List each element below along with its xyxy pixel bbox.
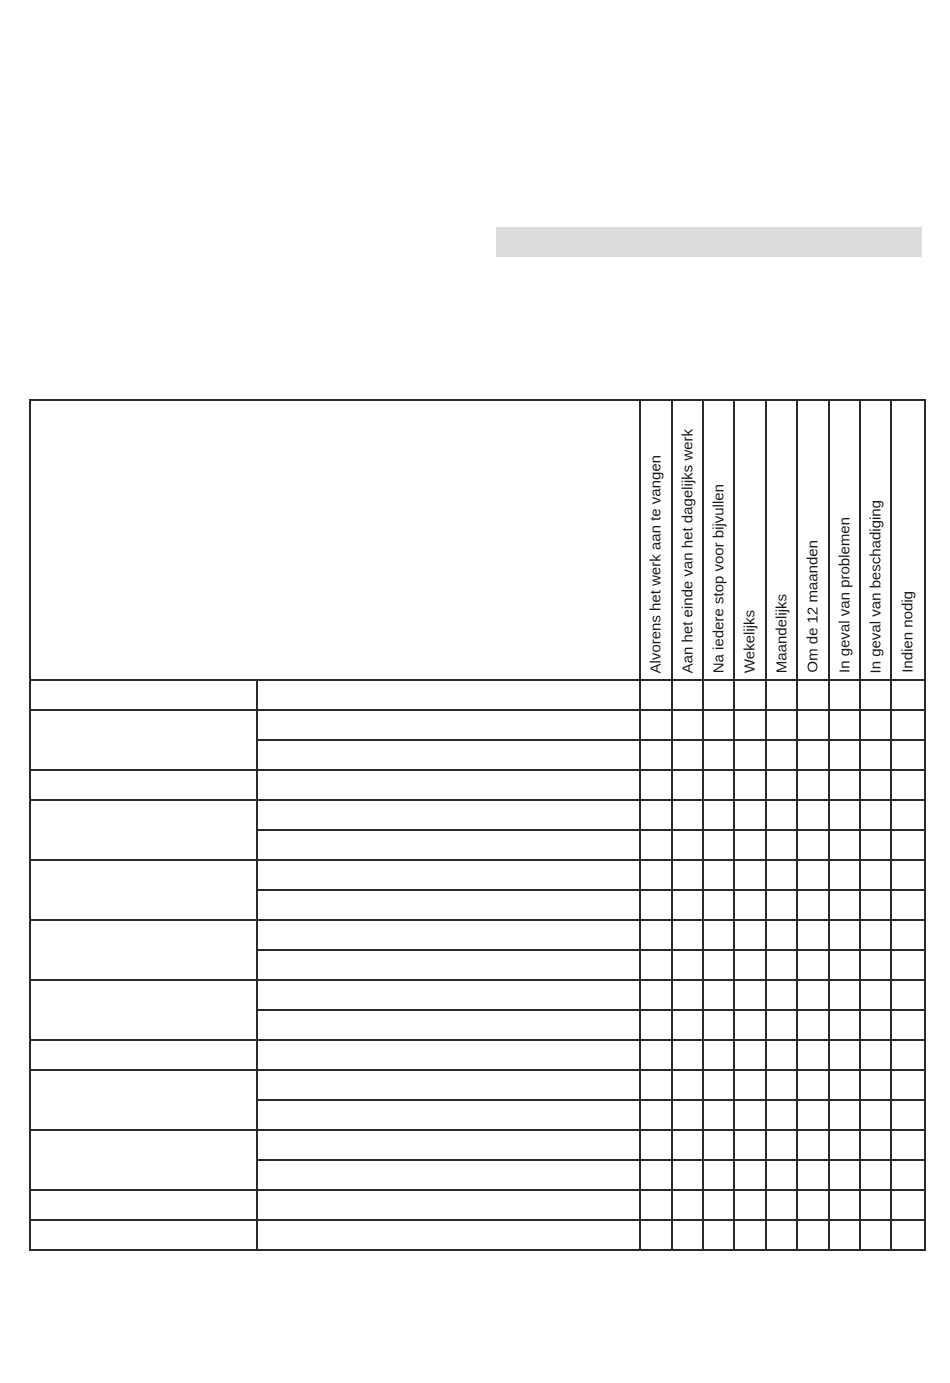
frequency-check-cell xyxy=(766,1160,797,1190)
frequency-check-cell xyxy=(860,1160,891,1190)
frequency-check-cell xyxy=(766,980,797,1010)
frequency-check-cell xyxy=(672,1160,703,1190)
frequency-check-cell xyxy=(640,710,672,740)
operation-cell xyxy=(257,710,640,740)
frequency-check-cell xyxy=(829,800,860,830)
frequency-check-cell xyxy=(797,920,829,950)
component-cell xyxy=(30,770,257,800)
frequency-check-cell xyxy=(860,710,891,740)
header-every-12-months xyxy=(797,400,829,680)
operation-cell xyxy=(257,1100,640,1130)
frequency-check-cell xyxy=(766,890,797,920)
frequency-check-cell xyxy=(797,680,829,710)
table-row xyxy=(30,1070,925,1100)
frequency-check-cell xyxy=(766,1220,797,1250)
frequency-check-cell xyxy=(672,710,703,740)
frequency-check-cell xyxy=(797,1190,829,1220)
frequency-check-cell xyxy=(891,1160,925,1190)
frequency-check-cell xyxy=(829,980,860,1010)
frequency-check-cell xyxy=(829,1220,860,1250)
table-row xyxy=(30,800,925,830)
operation-cell xyxy=(257,1220,640,1250)
operation-cell xyxy=(257,800,640,830)
frequency-check-cell xyxy=(734,860,766,890)
frequency-check-cell xyxy=(703,1040,734,1070)
frequency-check-cell xyxy=(797,890,829,920)
frequency-check-cell xyxy=(672,950,703,980)
frequency-check-cell xyxy=(797,740,829,770)
frequency-check-cell xyxy=(734,800,766,830)
frequency-check-cell xyxy=(640,1190,672,1220)
header-on-damage-label: In geval van beschadiging xyxy=(867,499,884,673)
frequency-check-cell xyxy=(891,1190,925,1220)
header-after-refill-label: Na iedere stop voor bijvullen xyxy=(710,483,727,673)
frequency-check-cell xyxy=(829,770,860,800)
header-if-needed xyxy=(891,400,925,680)
frequency-check-cell xyxy=(860,1070,891,1100)
frequency-check-cell xyxy=(766,680,797,710)
frequency-check-cell xyxy=(640,1100,672,1130)
frequency-check-cell xyxy=(672,890,703,920)
frequency-check-cell xyxy=(640,680,672,710)
frequency-check-cell xyxy=(640,1220,672,1250)
frequency-check-cell xyxy=(829,860,860,890)
frequency-check-cell xyxy=(860,680,891,710)
maintenance-schedule-table-wrap xyxy=(29,399,924,1257)
frequency-check-cell xyxy=(734,1010,766,1040)
frequency-check-cell xyxy=(640,1130,672,1160)
operation-cell xyxy=(257,1040,640,1070)
frequency-check-cell xyxy=(672,1040,703,1070)
frequency-check-cell xyxy=(891,860,925,890)
frequency-check-cell xyxy=(797,710,829,740)
frequency-check-cell xyxy=(640,1160,672,1190)
frequency-check-cell xyxy=(860,920,891,950)
frequency-check-cell xyxy=(891,1010,925,1040)
frequency-check-cell xyxy=(829,1040,860,1070)
header-before-work-label: Alvorens het werk aan te vangen xyxy=(647,454,665,673)
maintenance-schedule-table xyxy=(29,399,926,1251)
frequency-check-cell xyxy=(734,830,766,860)
frequency-check-cell xyxy=(766,710,797,740)
frequency-check-cell xyxy=(797,800,829,830)
frequency-check-cell xyxy=(640,1070,672,1100)
frequency-check-cell xyxy=(860,740,891,770)
frequency-check-cell xyxy=(734,1040,766,1070)
header-weekly-label: Wekelijks xyxy=(741,609,759,673)
frequency-check-cell xyxy=(860,1010,891,1040)
frequency-check-cell xyxy=(703,920,734,950)
frequency-check-cell xyxy=(640,740,672,770)
frequency-check-cell xyxy=(734,980,766,1010)
component-cell xyxy=(30,710,257,770)
table-row xyxy=(30,1040,925,1070)
frequency-check-cell xyxy=(860,800,891,830)
header-every-12-months-label: Om de 12 maanden xyxy=(804,540,822,673)
frequency-check-cell xyxy=(766,860,797,890)
frequency-check-cell xyxy=(797,1220,829,1250)
header-monthly-label: Maandelijks xyxy=(773,593,790,673)
frequency-check-cell xyxy=(734,1130,766,1160)
frequency-check-cell xyxy=(703,1100,734,1130)
frequency-check-cell xyxy=(860,770,891,800)
header-end-of-day-label: Aan het einde van het dagelijks werk xyxy=(679,428,696,673)
frequency-check-cell xyxy=(672,1070,703,1100)
frequency-check-cell xyxy=(766,1070,797,1100)
frequency-check-cell xyxy=(860,1220,891,1250)
frequency-check-cell xyxy=(797,1040,829,1070)
operation-cell xyxy=(257,950,640,980)
frequency-check-cell xyxy=(829,1100,860,1130)
table-row xyxy=(30,1220,925,1250)
header-before-work xyxy=(640,400,672,680)
operation-cell xyxy=(257,1130,640,1160)
frequency-check-cell xyxy=(797,1130,829,1160)
frequency-check-cell xyxy=(640,980,672,1010)
frequency-check-cell xyxy=(672,1010,703,1040)
frequency-check-cell xyxy=(640,770,672,800)
frequency-check-cell xyxy=(829,710,860,740)
frequency-check-cell xyxy=(766,1100,797,1130)
frequency-check-cell xyxy=(734,1160,766,1190)
operation-cell xyxy=(257,830,640,860)
frequency-check-cell xyxy=(829,1010,860,1040)
table-row xyxy=(30,980,925,1010)
frequency-check-cell xyxy=(640,800,672,830)
frequency-check-cell xyxy=(891,980,925,1010)
component-cell xyxy=(30,1220,257,1250)
table-row xyxy=(30,1190,925,1220)
frequency-check-cell xyxy=(640,860,672,890)
frequency-check-cell xyxy=(672,830,703,860)
component-cell xyxy=(30,860,257,920)
frequency-check-cell xyxy=(672,1100,703,1130)
frequency-check-cell xyxy=(797,770,829,800)
frequency-check-cell xyxy=(640,890,672,920)
frequency-check-cell xyxy=(891,890,925,920)
frequency-check-cell xyxy=(766,1010,797,1040)
frequency-check-cell xyxy=(766,920,797,950)
frequency-check-cell xyxy=(891,710,925,740)
header-blank-cell xyxy=(30,400,640,680)
component-cell xyxy=(30,1130,257,1190)
frequency-check-cell xyxy=(672,920,703,950)
frequency-check-cell xyxy=(860,980,891,1010)
frequency-check-cell xyxy=(829,890,860,920)
operation-cell xyxy=(257,680,640,710)
frequency-check-cell xyxy=(640,950,672,980)
component-cell xyxy=(30,1040,257,1070)
frequency-check-cell xyxy=(703,1010,734,1040)
frequency-check-cell xyxy=(640,1040,672,1070)
operation-cell xyxy=(257,860,640,890)
frequency-check-cell xyxy=(703,770,734,800)
header-monthly xyxy=(766,400,797,680)
table-row xyxy=(30,920,925,950)
frequency-check-cell xyxy=(860,830,891,860)
frequency-check-cell xyxy=(797,1160,829,1190)
frequency-check-cell xyxy=(734,710,766,740)
header-on-problems-label: In geval van problemen xyxy=(836,517,853,673)
header-end-of-day xyxy=(672,400,703,680)
section-title-bar xyxy=(496,227,922,257)
header-if-needed-label: Indien nodig xyxy=(899,591,917,673)
frequency-check-cell xyxy=(734,950,766,980)
frequency-check-cell xyxy=(891,1130,925,1160)
table-row xyxy=(30,1130,925,1160)
frequency-check-cell xyxy=(829,1190,860,1220)
operation-cell xyxy=(257,1070,640,1100)
frequency-check-cell xyxy=(703,890,734,920)
frequency-check-cell xyxy=(891,1040,925,1070)
frequency-check-cell xyxy=(766,830,797,860)
operation-cell xyxy=(257,890,640,920)
frequency-check-cell xyxy=(672,980,703,1010)
frequency-check-cell xyxy=(829,1130,860,1160)
frequency-check-cell xyxy=(734,740,766,770)
frequency-check-cell xyxy=(766,950,797,980)
frequency-check-cell xyxy=(672,800,703,830)
frequency-check-cell xyxy=(734,1190,766,1220)
component-cell xyxy=(30,980,257,1040)
header-on-damage xyxy=(860,400,891,680)
frequency-check-cell xyxy=(860,860,891,890)
frequency-check-cell xyxy=(672,1190,703,1220)
frequency-check-cell xyxy=(703,710,734,740)
operation-cell xyxy=(257,770,640,800)
frequency-check-cell xyxy=(797,1100,829,1130)
frequency-check-cell xyxy=(703,1160,734,1190)
component-cell xyxy=(30,920,257,980)
frequency-check-cell xyxy=(734,1100,766,1130)
frequency-check-cell xyxy=(829,680,860,710)
frequency-check-cell xyxy=(766,800,797,830)
frequency-check-cell xyxy=(860,950,891,980)
frequency-check-cell xyxy=(766,770,797,800)
frequency-check-cell xyxy=(891,680,925,710)
frequency-check-cell xyxy=(703,800,734,830)
table-row xyxy=(30,680,925,710)
frequency-check-cell xyxy=(797,1070,829,1100)
operation-cell xyxy=(257,740,640,770)
frequency-check-cell xyxy=(672,1220,703,1250)
frequency-check-cell xyxy=(891,740,925,770)
frequency-check-cell xyxy=(703,860,734,890)
frequency-check-cell xyxy=(797,860,829,890)
frequency-check-cell xyxy=(860,1100,891,1130)
frequency-check-cell xyxy=(703,950,734,980)
frequency-check-cell xyxy=(829,920,860,950)
frequency-check-cell xyxy=(797,1010,829,1040)
frequency-check-cell xyxy=(860,890,891,920)
table-row xyxy=(30,770,925,800)
frequency-check-cell xyxy=(734,920,766,950)
header-on-problems xyxy=(829,400,860,680)
frequency-check-cell xyxy=(766,1130,797,1160)
header-after-refill xyxy=(703,400,734,680)
table-row xyxy=(30,710,925,740)
frequency-check-cell xyxy=(891,800,925,830)
frequency-check-cell xyxy=(797,980,829,1010)
frequency-check-cell xyxy=(703,740,734,770)
frequency-check-cell xyxy=(766,1040,797,1070)
frequency-check-cell xyxy=(860,1190,891,1220)
operation-cell xyxy=(257,1010,640,1040)
header-weekly xyxy=(734,400,766,680)
frequency-check-cell xyxy=(891,830,925,860)
table-row xyxy=(30,860,925,890)
frequency-check-cell xyxy=(891,770,925,800)
frequency-check-cell xyxy=(891,950,925,980)
frequency-check-cell xyxy=(703,980,734,1010)
operation-cell xyxy=(257,1160,640,1190)
frequency-check-cell xyxy=(860,1130,891,1160)
frequency-check-cell xyxy=(640,920,672,950)
frequency-check-cell xyxy=(829,950,860,980)
frequency-check-cell xyxy=(734,770,766,800)
frequency-check-cell xyxy=(829,1070,860,1100)
frequency-check-cell xyxy=(672,770,703,800)
frequency-check-cell xyxy=(860,1040,891,1070)
frequency-check-cell xyxy=(703,1190,734,1220)
operation-cell xyxy=(257,920,640,950)
operation-cell xyxy=(257,1190,640,1220)
component-cell xyxy=(30,1190,257,1220)
frequency-check-cell xyxy=(672,860,703,890)
frequency-check-cell xyxy=(640,830,672,860)
header-row xyxy=(30,400,925,680)
component-cell xyxy=(30,800,257,860)
frequency-check-cell xyxy=(891,920,925,950)
frequency-check-cell xyxy=(891,1100,925,1130)
frequency-check-cell xyxy=(797,950,829,980)
frequency-check-cell xyxy=(703,830,734,860)
frequency-check-cell xyxy=(766,1190,797,1220)
frequency-check-cell xyxy=(829,740,860,770)
frequency-check-cell xyxy=(703,1130,734,1160)
component-cell xyxy=(30,680,257,710)
frequency-check-cell xyxy=(734,1070,766,1100)
frequency-check-cell xyxy=(891,1220,925,1250)
frequency-check-cell xyxy=(672,680,703,710)
component-cell xyxy=(30,1070,257,1130)
frequency-check-cell xyxy=(891,1070,925,1100)
frequency-check-cell xyxy=(766,740,797,770)
frequency-check-cell xyxy=(703,1070,734,1100)
operation-cell xyxy=(257,980,640,1010)
frequency-check-cell xyxy=(672,1130,703,1160)
frequency-check-cell xyxy=(734,890,766,920)
frequency-check-cell xyxy=(703,1220,734,1250)
frequency-check-cell xyxy=(797,830,829,860)
frequency-check-cell xyxy=(703,680,734,710)
frequency-check-cell xyxy=(829,830,860,860)
frequency-check-cell xyxy=(672,740,703,770)
frequency-check-cell xyxy=(829,1160,860,1190)
frequency-check-cell xyxy=(734,1220,766,1250)
frequency-check-cell xyxy=(640,1010,672,1040)
frequency-check-cell xyxy=(734,680,766,710)
